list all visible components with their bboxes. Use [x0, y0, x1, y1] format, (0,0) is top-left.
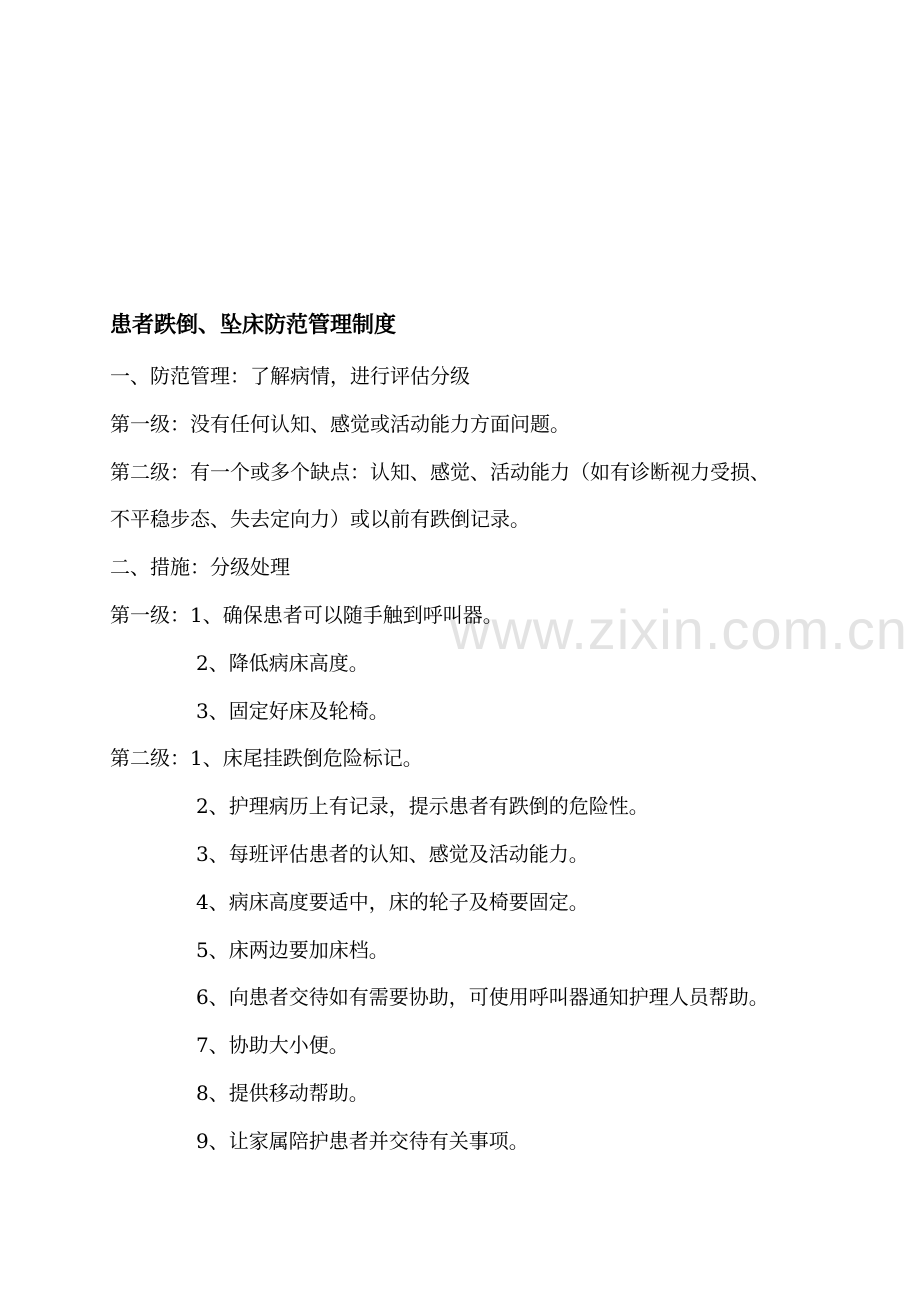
level-2-measure-7: 7、协助大小便。	[196, 1033, 349, 1057]
level-1-description: 第一级：没有任何认知、感觉或活动能力方面问题。	[110, 412, 570, 436]
level-2-description-line-1: 第二级：有一个或多个缺点：认知、感觉、活动能力（如有诊断视力受损、	[110, 460, 770, 484]
level-1-measure-2: 2、降低病床高度。	[196, 651, 369, 675]
level-2-measure-4: 4、病床高度要适中，床的轮子及椅要固定。	[196, 890, 589, 914]
level-2-measure-5: 5、床两边要加床档。	[196, 938, 389, 962]
level-2-measure-2: 2、护理病历上有记录，提示患者有跌倒的危险性。	[196, 794, 649, 818]
level-2-description-line-2: 不平稳步态、失去定向力）或以前有跌倒记录。	[110, 507, 530, 531]
watermark: www.zixin.com.cn	[450, 598, 908, 661]
document-title: 患者跌倒、坠床防范管理制度	[110, 313, 397, 338]
level-2-measure-1: 第二级：1、床尾挂跌倒危险标记。	[110, 746, 423, 770]
level-2-measure-3: 3、每班评估患者的认知、感觉及活动能力。	[196, 842, 589, 866]
level-2-measure-6: 6、向患者交待如有需要协助，可使用呼叫器通知护理人员帮助。	[196, 985, 769, 1009]
level-1-measure-3: 3、固定好床及轮椅。	[196, 699, 389, 723]
level-2-measure-9: 9、让家属陪护患者并交待有关事项。	[196, 1129, 529, 1153]
section-1-heading: 一、防范管理：了解病情，进行评估分级	[110, 364, 470, 388]
level-2-measure-8: 8、提供移动帮助。	[196, 1081, 369, 1105]
section-2-heading: 二、措施：分级处理	[110, 555, 290, 579]
level-1-measure-1: 第一级：1、确保患者可以随手触到呼叫器。	[110, 603, 503, 627]
